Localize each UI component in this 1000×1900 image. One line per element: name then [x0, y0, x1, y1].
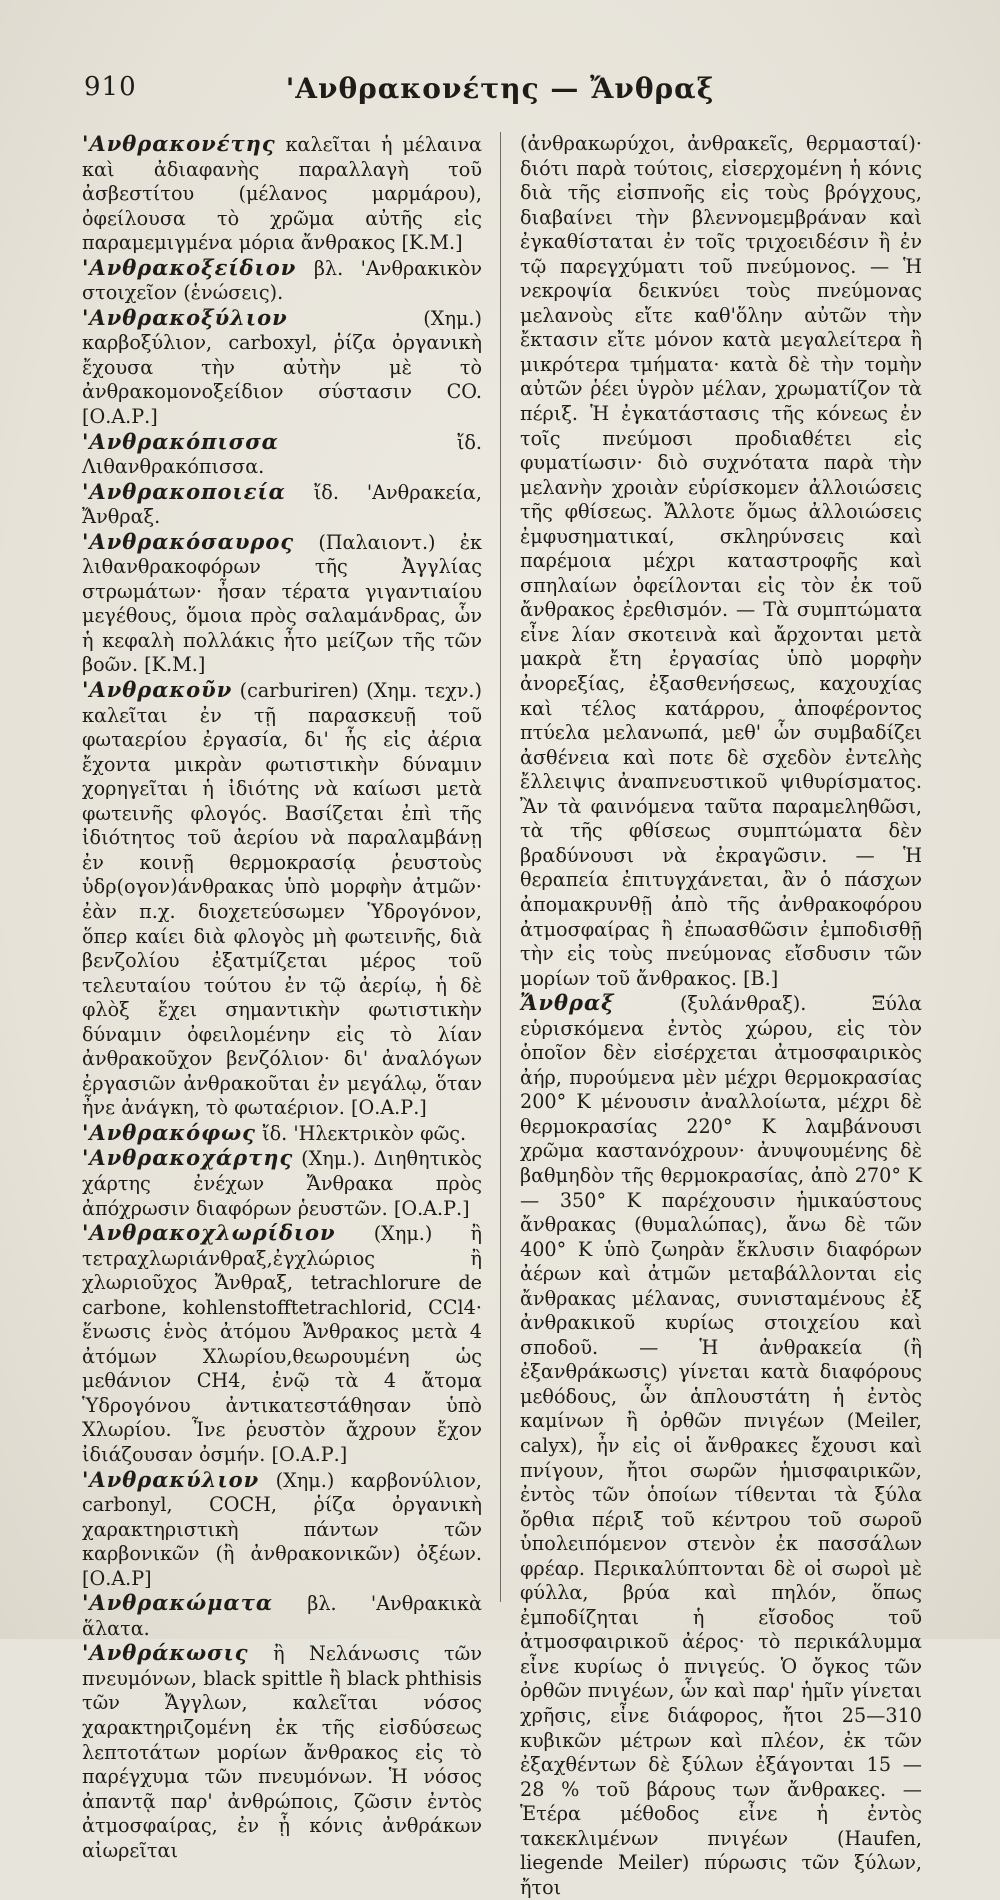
entry-text: (Χημ.) ἢ τετραχλωριάνθραξ,ἐγχλώριος ἢ χλωριοῦχος Ἄνθραξ, tetrachlorure de carbone, kohlenstofftetrachlorid, CCl4· ἕνωσις ἑνὸς ἀτόμου Ἄνθρακος μετὰ 4 ἀτόμων Χλωρίου,θεωρουμένη ὡς μεθάνιον CH4, ἐνῷ τὰ 4 ἄτομα Ὑδρογόνου ἀντικατεστάθησαν ὑπὸ Χλωρίου. Ἶνε ῥευστὸν ἄχρουν ἔχον ἰδιάζουσαν ὀσμήν. [Ο.Α.Ρ.]: [82, 1222, 482, 1466]
entry-text: ἴδ. 'Ηλεκτρικὸν φῶς.: [262, 1121, 467, 1145]
left-column: [82, 131, 482, 1862]
dictionary-entry: [82, 530, 482, 678]
entry-text: (Χημ.). Διηθητικὸς χάρτης ἐνέχων Ἄνθρακα πρὸς ἀπόχρωσιν διαφόρων ῥευστῶν. [Ο.Α.Ρ.]: [82, 1147, 482, 1220]
entry-text: (Χημ.) καρβονύλιον, carbonyl, COCH, ῥίζα ὀργανικὴ χαρακτηριστικὴ πάντων τῶν καρβονικῶν (ἢ ἀνθρακονικῶν) ὀξέων. [Ο.Α.Ρ]: [82, 1468, 482, 1590]
entry-headword: 'Ανθρακοχάρτης: [82, 1145, 294, 1171]
entry-headword: Ἄνθραξ: [520, 990, 615, 1016]
dictionary-entry: [82, 430, 482, 480]
entry-text: (carburiren) (Χημ. τεχν.) καλεῖται ἐν τῇ παρασκευῇ τοῦ φωταερίου ἐργασία, δι' ἧς εἰς ἀέρια ἔχοντα μικρὰν φωτιστικὴν δύναμιν χορηγεῖται ἡ ἰδιότης νὰ καίωσι μετὰ φωτεινῆς φλογός. Βασίζεται ἐπὶ τῆς ἰδιότητος τοῦ ἀερίου νὰ παραλαμβάνῃ ἐν κοινῇ θερμοκρασίᾳ ῥευστοὺς ὑδρ(ογον)άνθρακας ὑπὸ μορφὴν ἀτμῶν· ἐὰν π.χ. διοχετεύσωμεν Ὑδρογόνον, ὅπερ καίει διὰ φλογὸς μὴ φωτεινῆς, διὰ βενζολίου ἐξατμίζεται μέρος τοῦ τελευταίου τούτου ἐν τῷ ἀερίῳ, ἡ δὲ φλὸξ ἔχει σημαντικὴν φωτιστικὴν δύναμιν ὀφειλομένην εἰς τὸ λίαν ἀνθρακοῦχον βενζόλιον· δι' ἀναλόγων ἐργασιῶν ἀνθρακοῦται ἐν μεγάλῳ, ὅταν ἦνε ἀνάγκη, τὸ φωταέριον. [Ο.Α.Ρ.]: [82, 679, 482, 1120]
entry-headword: 'Ανθρακώματα: [82, 1590, 273, 1616]
entry-headword: 'Ανθρακόφως: [82, 1119, 256, 1145]
dictionary-entry: [82, 1221, 482, 1467]
entry-headword: 'Ανθρακόσαυρος: [82, 528, 295, 554]
entry-text: (Χημ.) καρβοξύλιον, carboxyl, ῥίζα ὀργανικὴ ἔχουσα τὴν αὐτὴν μὲ τὸ ἀνθρακομονοξείδιον σύστασιν CO. [Ο.Α.Ρ.]: [82, 306, 482, 429]
entry-headword: 'Ανθρακοῦν: [82, 677, 233, 703]
entry-text: (ξυλάνθραξ). Ξύλα εὑρισκόμενα ἐντὸς χώρου, εἰς τὸν ὁποῖον δὲν εἰσέρχεται ἀτμοσφαιρικὸς ἀήρ, πυρούμενα μὲν μέχρι θερμοκρασίας 200° Κ μένουσιν ἀναλλοίωτα, μέχρι δὲ θερμοκρασίας 220° Κ λαμβάνουσι χρῶμα καστανόχρουν· ἀνυψουμένης δὲ βαθμηδὸν τῆς θερμοκρασίας, ἀπὸ 270° Κ — 350° Κ παρέχουσιν ἡμικαύστους ἄνθρακας (θυμαλώπας), ἄνω δὲ τῶν 400° Κ ὑπὸ ζωηρὰν ἔκλυσιν διαφόρων ἀέρων καὶ ἀτμῶν μεταβάλλονται εἰς ἄνθρακας μέλανας, συνισταμένους ἐξ ἀνθρακικοῦ κυρίως στοιχείου καὶ σποδοῦ. — Ἡ ἀνθρακεία (ἢ ἐξανθράκωσις) γίνεται κατὰ διαφόρους μεθόδους, ὧν ἁπλουστάτη ἡ ἐντὸς καμίνων ἢ ὀρθῶν πνιγέων (Meiler, calyx), ἦν εἰς οἱ ἄνθρακες ἔχουσι καὶ πνίγουν, ἤτοι σωρῶν ἡμισφαιρικῶν, ἐντὸς τῶν ὁποίων τίθενται τὰ ξύλα ὄρθια πέριξ τοῦ κέντρου τοῦ σωροῦ ὑπολειπόμενον στενὸν ἐκ πασσάλων φρέαρ. Περικαλύπτονται δὲ οἱ σωροὶ μὲ φύλλα, βρύα καὶ πηλόν, ὅπως ἐμποδίζηται ἡ εἴσοδος τοῦ ἀτμοσφαιρικοῦ ἀέρος· τὸ περικάλυμμα εἶνε κυρίως ὁ πνιγεύς. Ὁ ὄγκος τῶν ὀρθῶν πνιγέων, ὧν καὶ παρ' ἡμῖν γίνεται χρῆσις, εἶνε διάφορος, ἤτοι 25—310 κυβικῶν μέτρων καὶ πλέον, ἐκ τῶν ἐξαχθέντων δὲ ξύλων ἐξάγονται 15 — 28 % τοῦ βάρους των ἄνθρακες. — Ἑτέρα μέθοδος εἶνε ἡ ἐντὸς τακεκλιμένων πνιγέων (Haufen, liegende Meiler) πύρωσις τῶν ξύλων, ἤτοι: [520, 992, 922, 1899]
entry-text: (Παλαιοντ.) ἐκ λιθανθρακοφόρων τῆς Ἀγγλίας στρωμάτων· ἦσαν τέρατα γιγαντιαίου μεγέθους, ὅμοια πρὸς σαλαμάνδρας, ὧν ἡ κεφαλὴ πολλάκις ἦτο μείζων τῆς τῶν βοῶν. [Κ.Μ.]: [82, 530, 482, 677]
entry-headword: 'Ανθρακοξείδιον: [82, 254, 297, 280]
entry-headword: 'Ανθρακύλιον: [82, 1466, 260, 1492]
dictionary-entry: [82, 132, 482, 256]
dictionary-entry: [82, 256, 482, 306]
entry-text: βλ. 'Ανθρακικὸν στοιχεῖον (ἑνώσεις).: [82, 256, 482, 305]
entry-headword: 'Ανθρακοχλωρίδιον: [82, 1220, 336, 1246]
entry-headword: 'Ανθράκωσις: [82, 1640, 249, 1666]
dictionary-entry: [82, 1641, 482, 1863]
entry-text: βλ. 'Ανθρακικὰ ἅλατα.: [82, 1592, 482, 1640]
entry-headword: 'Ανθρακοποιεία: [82, 478, 286, 504]
dictionary-entry: [82, 1468, 482, 1592]
page-number: 910: [84, 72, 137, 102]
dictionary-entry: [82, 1591, 482, 1641]
dictionary-entry: [82, 480, 482, 530]
running-head: 'Ανθρακονέτης — Ἄνθραξ: [285, 72, 715, 105]
entry-headword: 'Ανθρακονέτης: [82, 131, 276, 156]
dictionary-entry: [82, 306, 482, 430]
entry-headword: 'Ανθρακοξύλιον: [82, 304, 288, 330]
dictionary-entry: [82, 1121, 482, 1147]
column-divider: [500, 132, 501, 1602]
entry-text: (ἀνθρακωρύχοι, ἀνθρακεῖς, θερμασταί)· διότι παρὰ τούτοις, εἰσερχομένη ἡ κόνις διὰ τῆς εἰσπνοῆς εἰς τοὺς βρόγχους, διαβαίνει τὴν βλεννομεμβράναν καὶ ἐγκαθίσταται ἐν τοῖς τριχοειδέσιν ἢ ἐν τῷ παρεγχύματι τοῦ πνεύμονος. — Ἡ νεκροψία δεικνύει τοὺς πνεύμονας μελανοὺς εἴτε καθ'ὅλην αὐτῶν τὴν ἔκτασιν εἴτε μόνον κατὰ μεγαλείτερα ἢ μικρότερα τμήματα· κατὰ δὲ τὴν τομὴν αὐτῶν ῥέει ὑγρὸν μέλαν, χρωματίζον τὰ πέριξ. Ἡ ἐγκατάστασις τῆς κόνεως ἐν τοῖς πνεύμοσι προδιαθέτει εἰς φυματίωσιν· διὸ συχνότατα παρὰ τὴν μελανὴν χροιὰν εὑρίσκομεν ἀλλοιώσεις τῆς φθίσεως. Ἄλλοτε ὅμως ἀλλοιώσεις ἐμφυσηματικαί, σκληρύνσεις καὶ παρέμοια μέχρι καταστροφῆς καὶ σπηλαίων ὀφείλονται εἰς τὸν ἐκ τοῦ ἄνθρακος ἐρεθισμόν. — Τὰ συμπτώματα εἶνε λίαν σκοτεινὰ καὶ ἄρχονται μετὰ μακρὰ ἔτη ἐργασίας ὑπὸ μορφὴν ἀνορεξίας, ἐξασθενήσεως, καχουχίας καὶ τέλος κατάρρου, ἀποφέροντος πτύελα μελανωπά, μεθ' ὧν συμβαδίζει ἀσθένεια καὶ ποτε δὲ σχεδὸν ἐντελὴς ἔλλειψις ἀναπνευστικοῦ ψιθυρίσματος. Ἂν τὰ φαινόμενα ταῦτα παραμεληθῶσι, τὰ τῆς φθίσεως συμπτώματα δὲν βραδύνουσι νὰ ἐκραγῶσιν. — Ἡ θεραπεία ἐπιτυγχάνεται, ἂν ὁ πάσχων ἀπομακρυνθῇ ἀπὸ τῆς ἀνθρακοφόρου ἀτμοσφαίρας ἢ ἐπωασθῶσιν ἐμποδισθῇ τὴν εἰς τοὺς πνεύμονας εἴσδυσιν τῶν μορίων τοῦ ἄνθρακος. [Β.]: [520, 132, 922, 990]
dictionary-entry: [82, 1146, 482, 1221]
dictionary-entry: [520, 991, 922, 1900]
dictionary-entry: [82, 678, 482, 1121]
right-column: [520, 132, 922, 1899]
entry-text: ἴδ. 'Ανθρακεία, Ἄνθραξ.: [82, 480, 482, 529]
entry-text: ἢ Νελάνωσις τῶν πνευμόνων, black spittle ἢ black phthisis τῶν Ἄγγλων, καλεῖται νόσος χαρακτηριζομένη ἐκ τῆς εἰσδύσεως λεπτοτάτων μορίων ἄνθρακος εἰς τὸ παρέγχυμα τῶν πνευμόνων. Ἡ νόσος ἀπαντᾷ παρ' ἀνθρώποις, ζῶσιν ἐντὸς ἀτμοσφαίρας, ἐν ᾗ κόνις ἀνθράκων αἰωρεῖται: [82, 1642, 482, 1862]
entry-text: καλεῖται ἡ μέλαινα καὶ ἀδιαφανὴς παραλλαγὴ τοῦ ἀσβεστίτου (μέλανος μαρμάρου), ὀφείλουσα τὸ χρῶμα αὐτῆς εἰς παραμεμιγμένα μόρια ἄνθρακος [Κ.Μ.]: [82, 133, 482, 255]
entry-headword: 'Ανθρακόπισσα: [82, 428, 279, 454]
dictionary-entry: [520, 132, 922, 991]
entry-text: ἴδ. Λιθανθρακόπισσα.: [82, 430, 482, 479]
